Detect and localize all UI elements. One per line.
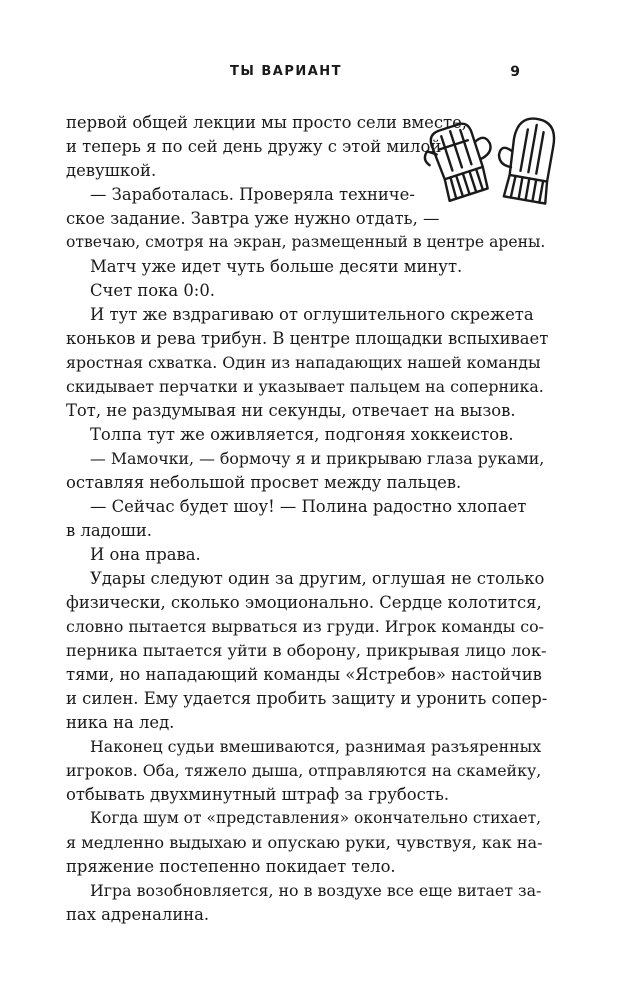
text-line: — Мамочки, — бормочу я и прикрываю глаза руками,	[90, 449, 545, 468]
text-line: Толпа тут же оживляется, подгоняя хоккеистов.	[90, 425, 514, 444]
text-line: игроков. Оба, тяжело дыша, отправляются на скамейку,	[66, 761, 542, 780]
text-line: — Заработалась. Проверяла техниче-	[90, 185, 415, 204]
text-line: первой общей лекции мы просто сели вместе,	[66, 113, 467, 132]
text-line: отбывать двухминутный штраф за грубость.	[66, 785, 450, 804]
text-line: физически, сколько эмоционально. Сердце колотится,	[66, 593, 542, 612]
text-line: И тут же вздрагиваю от оглушительного скрежета	[90, 305, 534, 324]
text-line: пах адреналина.	[66, 905, 210, 924]
text-line: Удары следуют один за другим, оглушая не столько	[90, 569, 545, 588]
text-line: ника на лед.	[66, 713, 175, 732]
text-line: Тот, не раздумывая ни секунды, отвечает на вызов.	[66, 401, 516, 420]
text-line: оставляя небольшой просвет между пальцев.	[66, 473, 462, 492]
text-line: и теперь я по сей день дружу с этой милой	[66, 137, 442, 156]
text-line: и силен. Ему удается пробить защиту и уронить сопер-	[66, 689, 548, 708]
text-line: — Сейчас будет шоу! — Полина радостно хлопает	[90, 497, 527, 516]
text-line: Матч уже идет чуть больше десяти минут.	[90, 257, 463, 276]
text-line: коньков и рева трибун. В центре площадки вспыхивает	[66, 329, 549, 348]
text-line: Игра возобновляется, но в воздухе все еще витает за-	[90, 881, 542, 900]
text-line: ское задание. Завтра уже нужно отдать, —	[66, 209, 440, 228]
text-line: Счет пока 0:0.	[90, 281, 215, 300]
text-line: скидывает перчатки и указывает пальцем на соперника.	[66, 377, 544, 396]
text-line: девушкой.	[66, 161, 157, 180]
text-line: И она права.	[90, 545, 201, 564]
text-line: в ладоши.	[66, 521, 152, 540]
text-line: перника пытается уйти в оборону, прикрывая лицо лок-	[66, 641, 547, 660]
text-line: яростная схватка. Один из нападающих нашей команды	[66, 353, 541, 372]
text-line: пряжение постепенно покидает тело.	[66, 857, 396, 876]
page-number: 9	[510, 64, 520, 80]
text-line: словно пытается вырваться из груди. Игрок команды со-	[66, 617, 544, 636]
text-line: тями, но нападающий команды «Ястребов» настойчив	[66, 665, 542, 684]
text-line: я медленно выдыхаю и опускаю руки, чувствуя, как на-	[66, 833, 543, 852]
text-line: Когда шум от «представления» окончательно стихает,	[90, 809, 542, 827]
text-line: Наконец судьи вмешиваются, разнимая разъяренных	[90, 737, 542, 756]
running-title: ТЫ ВАРИАНТ	[230, 64, 343, 79]
text-line: отвечаю, смотря на экран, размещенный в центре арены.	[66, 233, 546, 251]
